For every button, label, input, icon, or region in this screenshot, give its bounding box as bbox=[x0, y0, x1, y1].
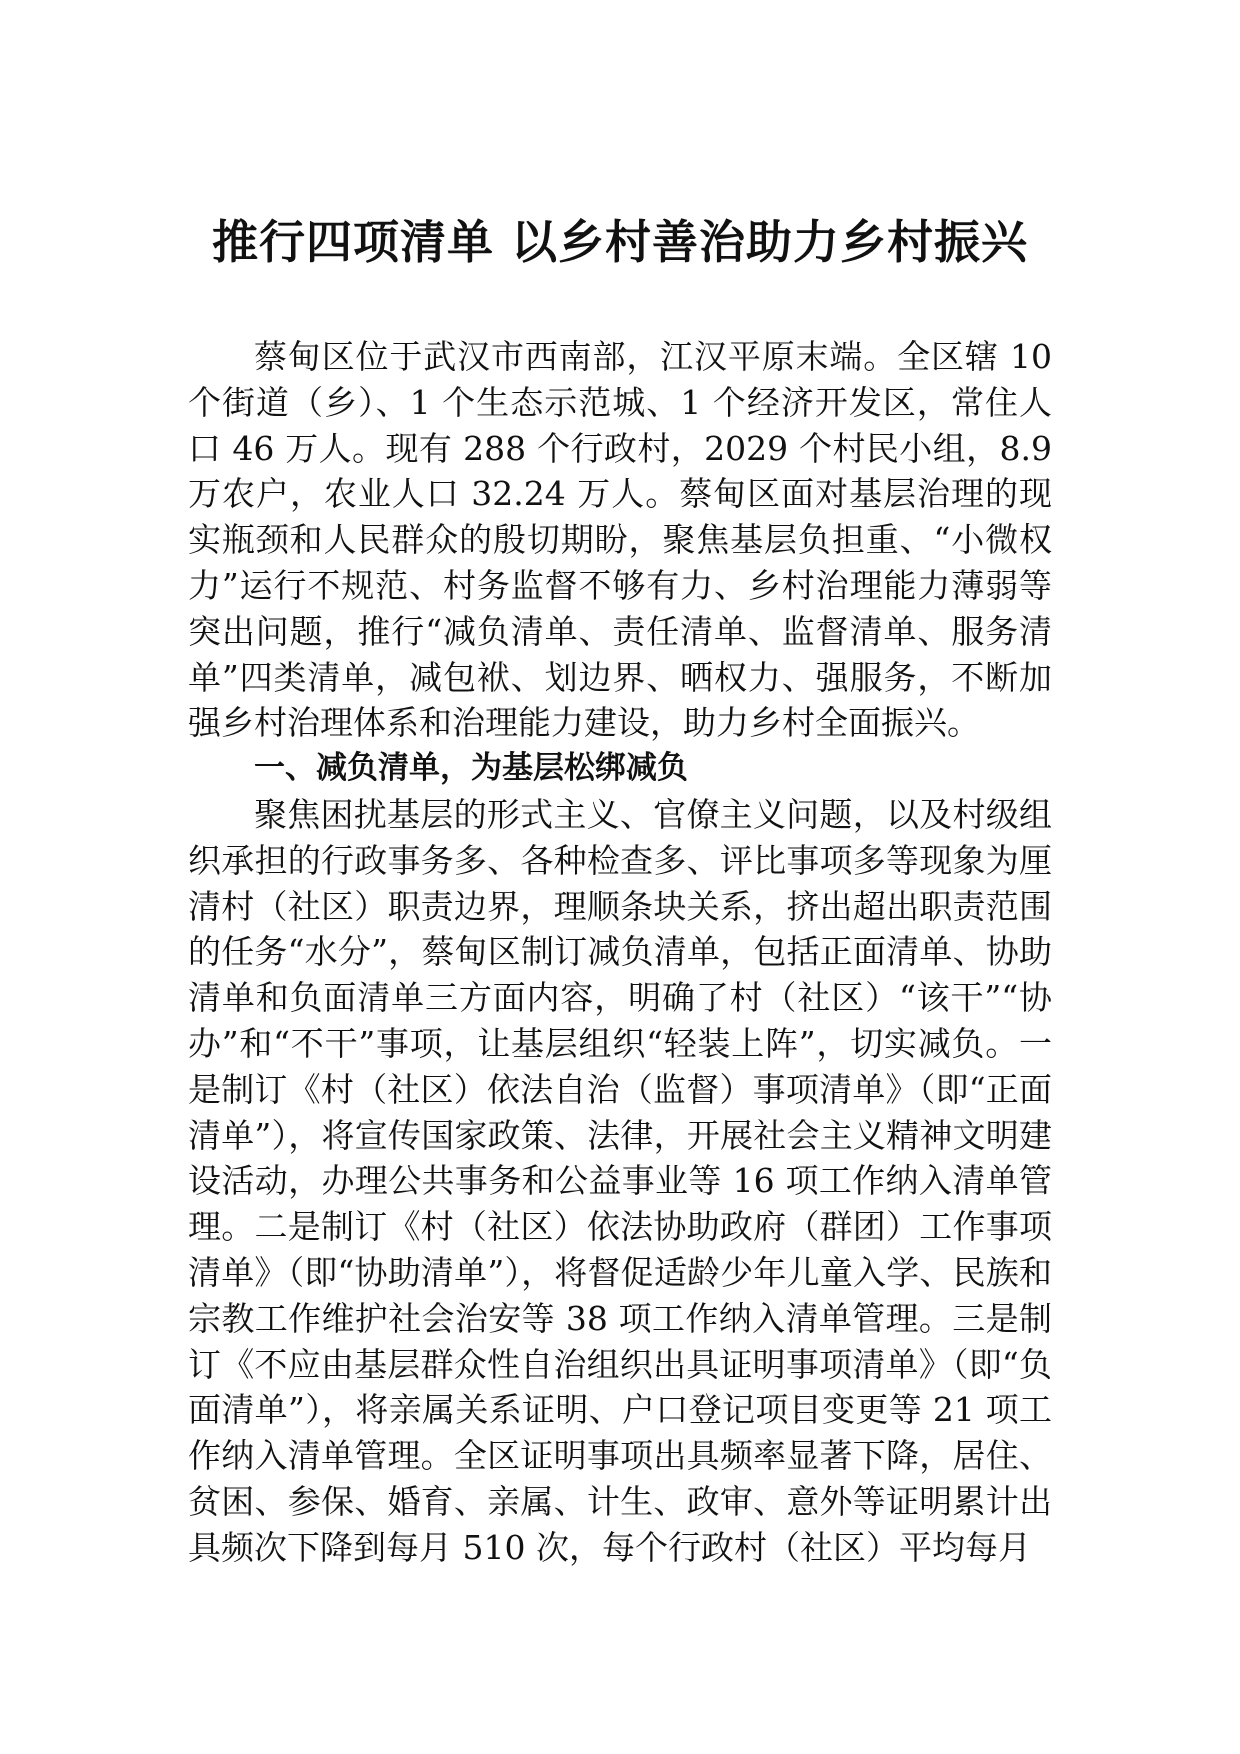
intro-paragraph: 蔡甸区位于武汉市西南部，江汉平原末端。全区辖 10 个街道（乡）、1 个生态示范城、1 个经济开发区，常住人口 46 万人。现有 288 个行政村，2029 个村民小组，8.9 万农户，农业人口 32.24 万人。蔡甸区面对基层治理的现实瓶颈和人民群众的殷切期盼，聚焦基层负担重、“小微权力”运行不规范、村务监督不够有力、乡村治理能力薄弱等突出问题，推行“减负清单、责任清单、监督清单、服务清单”四类清单，减包袱、划边界、晒权力、强服务，不断加强乡村治理体系和治理能力建设，助力乡村全面振兴。 bbox=[188, 337, 1052, 743]
document-body bbox=[188, 334, 1052, 1571]
section-heading: 一、减负清单，为基层松绑减负 bbox=[254, 750, 688, 787]
document-title: 推行四项清单 以乡村善治助力乡村振兴 bbox=[211, 215, 1028, 269]
section-paragraph: 聚焦困扰基层的形式主义、官僚主义问题，以及村级组织承担的行政事务多、各种检查多、评比事项多等现象为厘清村（社区）职责边界，理顺条块关系，挤出超出职责范围的任务“水分”，蔡甸区制订减负清单，包括正面清单、协助清单和负面清单三方面内容，明确了村（社区）“该干”“协办”和“不干”事项，让基层组织“轻装上阵”，切实减负。一是制订《村（社区）依法自治（监督）事项清单》（即“正面清单”），将宣传国家政策、法律，开展社会主义精神文明建设活动，办理公共事务和公益事业等 16 项工作纳入清单管理。二是制订《村（社区）依法协助政府（群团）工作事项清单》（即“协助清单”），将督促适龄少年儿童入学、民族和宗教工作维护社会治安等 38 项工作纳入清单管理。三是制订《不应由基层群众性自治组织出具证明事项清单》（即“负面清单”），将亲属关系证明、户口登记项目变更等 21 项工作纳入清单管理。全区证明事项出具频率显著下降，居住、贫困、参保、婚育、亲属、计生、政审、意外等证明累计出具频次下降到每月 510 次，每个行政村（社区）平均每月 bbox=[188, 794, 1052, 1567]
